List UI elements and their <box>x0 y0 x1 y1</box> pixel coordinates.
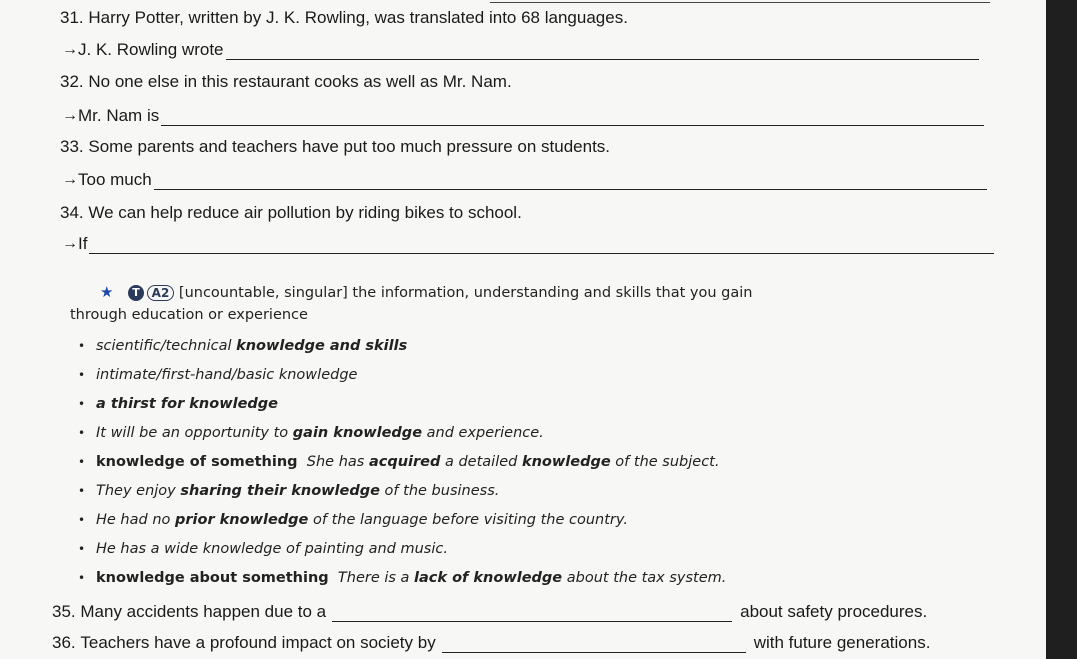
answer-prompt: Mr. Nam is <box>78 106 160 125</box>
collocation-heading: knowledge of something <box>96 454 298 470</box>
answer-blank-36[interactable] <box>442 638 746 653</box>
answer-blank-35[interactable] <box>332 607 732 622</box>
example-item: • knowledge about something There is a lack of knowledge about the tax system. <box>78 570 727 586</box>
bullet-icon: • <box>78 339 86 353</box>
definition-text: [uncountable, singular] the information, understanding and skills that you gain <box>178 285 753 301</box>
answer-blank-33[interactable] <box>154 175 987 190</box>
exercise-number: 36. <box>52 633 76 652</box>
dictionary-definition-continued <box>70 306 308 324</box>
level-badge: A2 <box>147 285 175 301</box>
answer-blank-31[interactable] <box>226 45 979 60</box>
exercise-33-sentence <box>60 137 610 157</box>
exercise-text-after: with future generations. <box>753 633 931 652</box>
collocation-heading: knowledge about something <box>96 570 329 586</box>
exercise-sentence-text: No one else in this restaurant cooks as well as Mr. Nam. <box>88 72 512 91</box>
exercise-number: 32. <box>60 72 84 91</box>
exercise-33-answer <box>62 170 987 190</box>
oxford-t-badge: T <box>128 285 144 301</box>
dictionary-definition <box>70 283 752 302</box>
answer-prompt: Too much <box>78 170 152 189</box>
example-item: • intimate/first-hand/basic knowledge <box>78 367 358 383</box>
exercise-31-answer <box>62 40 979 60</box>
bullet-icon: • <box>78 484 86 498</box>
answer-prompt: J. K. Rowling wrote <box>78 40 224 59</box>
exercise-text-before: Many accidents happen due to a <box>80 602 327 621</box>
answer-blank-34[interactable] <box>89 239 994 254</box>
top-rule <box>490 2 990 3</box>
right-arrow-icon: → <box>62 171 78 188</box>
example-item: • He had no prior knowledge of the language before visiting the country. <box>78 512 628 528</box>
example-item: • They enjoy sharing their knowledge of the business. <box>78 483 500 499</box>
exercise-number: 35. <box>52 602 76 621</box>
bullet-icon: • <box>78 368 86 382</box>
example-item: • He has a wide knowledge of painting and music. <box>78 541 448 557</box>
example-item: • a thirst for knowledge <box>78 396 279 412</box>
exercise-number: 31. <box>60 8 84 27</box>
example-item: • knowledge of something She has acquired a detailed knowledge of the subject. <box>78 454 720 470</box>
bullet-icon: • <box>78 455 86 469</box>
bullet-icon: • <box>78 513 86 527</box>
bullet-icon: • <box>78 542 86 556</box>
exercise-36 <box>52 633 930 653</box>
bullet-icon: • <box>78 397 86 411</box>
right-arrow-icon: → <box>62 235 78 252</box>
bullet-icon: • <box>78 571 86 585</box>
right-arrow-icon: → <box>62 107 78 124</box>
exercise-34-answer <box>62 234 994 254</box>
bullet-icon: • <box>78 426 86 440</box>
exercise-number: 33. <box>60 137 84 156</box>
exercise-34-sentence <box>60 203 522 223</box>
exercise-sentence-text: Harry Potter, written by J. K. Rowling, was translated into 68 languages. <box>88 8 628 27</box>
star-icon: ★ <box>100 283 114 301</box>
answer-prompt: If <box>78 234 88 253</box>
example-item: • scientific/technical knowledge and skills <box>78 338 408 354</box>
exercise-number: 34. <box>60 203 84 222</box>
exercise-31-sentence <box>60 8 628 28</box>
exercise-text-before: Teachers have a profound impact on society by <box>80 633 436 652</box>
definition-text: through education or experience <box>70 307 308 323</box>
answer-blank-32[interactable] <box>161 111 984 126</box>
exercise-32-sentence <box>60 72 512 92</box>
exercise-sentence-text: Some parents and teachers have put too much pressure on students. <box>88 137 611 156</box>
exercise-32-answer <box>62 106 984 126</box>
exercise-sentence-text: We can help reduce air pollution by riding bikes to school. <box>88 203 522 222</box>
exercise-text-after: about safety procedures. <box>740 602 928 621</box>
right-arrow-icon: → <box>62 41 78 58</box>
exercise-35 <box>52 602 927 622</box>
example-item: • It will be an opportunity to gain knowledge and experience. <box>78 425 544 441</box>
